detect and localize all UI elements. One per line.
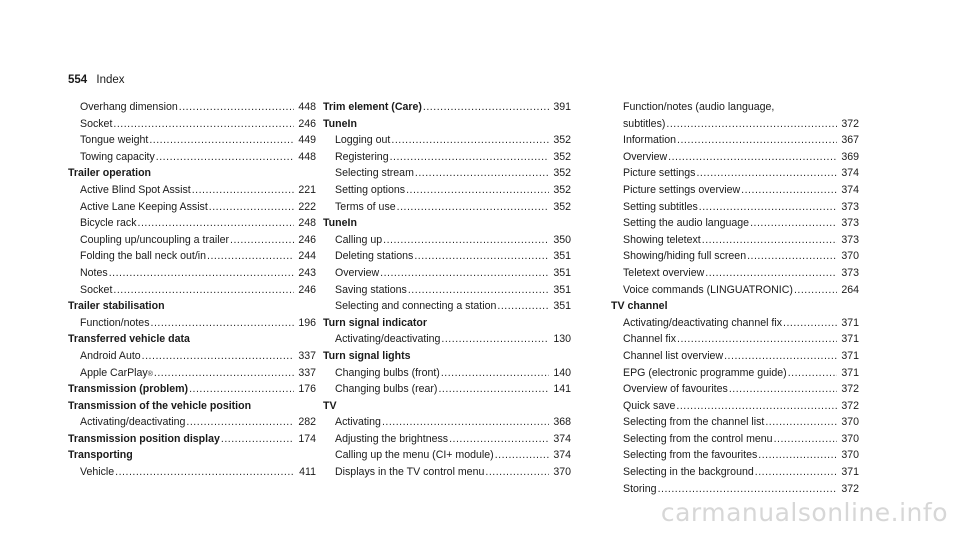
page-reference: 372 [841,399,859,412]
entry-text: Activating/deactivating channel fix [623,316,782,329]
page-reference: 370 [841,250,859,263]
entry-text: Selecting and connecting a station [335,300,497,313]
page-reference: 337 [298,366,316,379]
index-heading [611,298,859,315]
page-reference: 367 [841,134,859,147]
entry-text: Deleting stations [335,250,414,263]
page-reference: 370 [841,449,859,462]
index-column-1 [68,99,316,481]
index-entry [611,348,859,365]
entry-text: Trailer operation [68,167,152,180]
entry-text: Picture settings [623,167,696,180]
leader-dots [221,431,294,448]
entry-text: Storing [623,482,657,495]
page-reference: 370 [841,416,859,429]
entry-text: Trailer stabilisation [68,300,165,313]
index-heading [323,348,571,365]
entry-text: Picture settings overview [623,183,741,196]
entry-text: Adjusting the brightness [335,432,449,445]
page-reference: 351 [553,300,571,313]
index-entry [323,414,571,431]
page-reference: 337 [298,349,316,362]
index-entry [323,447,571,464]
page-reference: 246 [298,233,316,246]
entry-text: Showing/hiding full screen [623,250,747,263]
leader-dots [758,447,837,464]
index-entry [68,265,316,282]
leader-dots [138,215,294,232]
leader-dots [497,298,549,315]
leader-dots [151,315,295,332]
index-entry [611,199,859,216]
index-entry [611,381,859,398]
index-entry [323,298,571,315]
leader-dots [415,165,549,182]
page-reference: 352 [553,150,571,163]
leader-dots [677,132,837,149]
page-reference: 449 [298,134,316,147]
page-reference: 372 [841,117,859,130]
page-reference: 370 [841,432,859,445]
leader-dots [750,215,837,232]
index-entry [323,331,571,348]
entry-text: Trim element (Care) [323,101,422,113]
index-entry [611,132,859,149]
entry-text: Selecting stream [335,167,414,180]
index-entry [68,414,316,431]
index-entry [611,232,859,249]
entry-text: Towing capacity [80,150,155,163]
index-entry [68,282,316,299]
page-section-title: Index [96,74,125,86]
entry-text: Transmission of the vehicle position [68,399,252,412]
index-entry [611,331,859,348]
entry-text: Setting the audio language [623,217,750,230]
entry-text: Quick save [623,399,676,412]
entry-text: Folding the ball neck out/in [80,250,207,263]
index-entry [68,199,316,216]
entry-text: Function/notes (audio language, [623,101,775,113]
index-entry [323,165,571,182]
entry-text: Logging out [335,134,391,147]
entry-text: Overview [623,150,668,163]
leader-dots [666,116,837,133]
page-reference: 351 [553,250,571,263]
leader-dots [115,464,294,481]
entry-text: Transmission (problem) [68,383,189,396]
leader-dots [449,431,549,448]
page-reference: 371 [841,333,859,346]
index-entry: Apple CarPlay ® ..... 337 [68,365,316,382]
page-reference: 176 [298,383,316,396]
page-header [68,74,125,86]
leader-dots [668,149,837,166]
leader-dots [397,199,549,216]
leader-dots [702,232,837,249]
page-reference: 368 [553,416,571,429]
entry-text: Channel fix [623,333,676,346]
page-reference: 352 [553,167,571,180]
index-heading [68,381,316,398]
entry-text: Socket [80,283,113,296]
leader-dots [741,182,837,199]
leader-dots [186,414,294,431]
leader-dots [676,398,837,415]
page-reference: 352 [553,183,571,196]
index-entry [68,149,316,166]
page-reference: 196 [298,316,316,329]
leader-dots [729,381,837,398]
index-column-2 [323,99,571,481]
page-reference: 374 [553,449,571,462]
entry-text: Turn signal indicator [323,316,427,329]
index-entry [611,149,859,166]
page-reference: 448 [298,101,316,113]
index-entry [611,182,859,199]
index-entry [323,182,571,199]
entry-text: Calling up [335,233,383,246]
entry-text: Turn signal lights [323,349,411,362]
index-entry [68,116,316,133]
leader-dots [156,149,294,166]
leader-dots [699,199,837,216]
entry-text: Function/notes [80,316,150,329]
entry-text: Showing teletext [623,233,701,246]
entry-text: EPG (electronic programme guide) [623,366,787,379]
watermark-logo: carmanualsonline.info [660,498,948,527]
entry-text: Channel list overview [623,349,724,362]
entry-text: Selecting from the channel list [623,416,765,429]
entry-text: Information [623,134,676,147]
leader-dots [109,265,294,282]
entry-text: Tongue weight [80,134,149,147]
index-entry [68,232,316,249]
index-entry [611,282,859,299]
page-reference: 391 [553,101,571,113]
index-entry [68,248,316,265]
entry-text: Active Blind Spot Assist [80,183,191,196]
entry-text: Calling up the menu (CI+ module) [335,449,494,462]
page-reference: 282 [298,416,316,429]
entry-text: Android Auto [80,349,141,362]
leader-dots [774,431,837,448]
page-reference: 371 [841,316,859,329]
entry-text: Transporting [68,449,133,462]
page-reference: 130 [553,333,571,346]
leader-dots [438,381,549,398]
index-entry [323,132,571,149]
entry-text: TuneIn [323,117,357,130]
entry-text: Activating [335,416,381,429]
index-entry [68,348,316,365]
page-reference: 352 [553,200,571,213]
index-entry [611,265,859,282]
page-reference: 373 [841,266,859,279]
page-reference: 174 [298,432,316,445]
index-entry [323,464,571,481]
leader-dots [192,182,294,199]
entry-text: Terms of use [335,200,396,213]
leader-dots [724,348,837,365]
page-reference: 350 [553,233,571,246]
index-heading [68,431,316,448]
index-heading [68,298,316,315]
index-heading [323,116,571,133]
page-reference: 448 [298,150,316,163]
page-reference: 370 [553,466,571,479]
index-entry [323,431,571,448]
leader-dots [408,282,549,299]
index-heading [323,215,571,232]
index-heading [323,315,571,332]
page-reference: 374 [841,183,859,196]
index-entry [68,182,316,199]
entry-text: Selecting in the background [623,466,754,479]
leader-dots [696,165,837,182]
page-reference: 352 [553,134,571,147]
page-reference: 373 [841,200,859,213]
index-entry [323,381,571,398]
index-entry [611,481,859,498]
index-entry [323,248,571,265]
index-entry [611,315,859,332]
index-entry [323,282,571,299]
page-number: 554 [68,74,88,86]
entry-text: Displays in the TV control menu [335,466,485,479]
entry-text: Activating/deactivating [335,333,441,346]
index-entry [68,215,316,232]
page-reference: 246 [298,117,316,130]
page-reference: 373 [841,233,859,246]
entry-text: Selecting from the control menu [623,432,773,445]
entry-text: Transferred vehicle data [68,333,190,346]
leader-dots [765,414,837,431]
entry-text: TV channel [611,300,668,313]
index-column-3 [611,99,859,497]
page-reference: 373 [841,217,859,230]
leader-dots [382,414,549,431]
leader-dots [230,232,294,249]
leader-dots [383,232,549,249]
page-reference: 246 [298,283,316,296]
leader-dots [747,248,837,265]
leader-dots [485,464,549,481]
page-reference: 243 [298,266,316,279]
index-entry [68,315,316,332]
leader-dots [441,331,549,348]
leader-dots [705,265,837,282]
entry-text: Overview [335,266,380,279]
entry-text: Teletext overview [623,266,705,279]
leader-dots [149,132,294,149]
index-heading [323,398,571,415]
entry-text: Voice commands (LINGUATRONIC) [623,283,793,296]
page-reference: 222 [298,200,316,213]
index-heading [323,99,571,116]
index-entry [68,99,316,116]
index-entry [611,414,859,431]
entry-text: Overhang dimension [80,101,178,113]
leader-dots [406,182,549,199]
page-reference: 351 [553,283,571,296]
entry-text: Coupling up/uncoupling a trailer [80,233,230,246]
page-reference: 244 [298,250,316,263]
index-entry [611,431,859,448]
entry-text: Changing bulbs (front) [335,366,440,379]
index-heading [68,331,316,348]
entry-text: Active Lane Keeping Assist [80,200,208,213]
leader-dots [189,381,294,398]
entry-text: subtitles) [623,117,666,130]
page-reference: 371 [841,466,859,479]
page-reference: 371 [841,366,859,379]
entry-text: Apple CarPlay [80,366,148,379]
page-reference: 140 [553,366,571,379]
leader-dots [495,447,549,464]
leader-dots [658,481,837,498]
index-heading [68,398,316,415]
page-reference: 374 [553,432,571,445]
leader-dots [677,331,837,348]
entry-text: Changing bulbs (rear) [335,383,438,396]
entry-text: TV [323,399,337,412]
entry-text: Registering [335,150,389,163]
page-reference: 374 [841,167,859,180]
page-reference: 372 [841,482,859,495]
page-reference: 369 [841,150,859,163]
entry-text: Setting options [335,183,406,196]
page-reference: 372 [841,383,859,396]
leader-dots [209,199,294,216]
index-entry [611,99,859,116]
index-entry [323,149,571,166]
leader-dots [414,248,549,265]
index-entry [323,265,571,282]
page-reference: 221 [298,183,316,196]
leader-dots [391,132,549,149]
entry-text: Overview of favourites [623,383,728,396]
entry-text: TuneIn [323,217,357,230]
index-heading [68,447,316,464]
entry-text: Selecting from the favourites [623,449,758,462]
index-heading [68,165,316,182]
leader-dots [113,282,294,299]
page-reference: 351 [553,266,571,279]
page-reference: 411 [299,466,316,479]
page-reference: 264 [841,283,859,296]
page-reference: 371 [841,349,859,362]
index-entry [611,248,859,265]
page-reference: 141 [553,383,571,396]
page-reference: 248 [298,217,316,230]
leader-dots [154,365,294,382]
entry-text: Bicycle rack [80,217,137,230]
leader-dots [113,116,294,133]
leader-dots [794,282,837,299]
leader-dots [380,265,549,282]
entry-text: Setting subtitles [623,200,698,213]
index-entry [611,464,859,481]
entry-text: Transmission position display [68,432,220,445]
leader-dots [788,365,837,382]
entry-text: Activating/deactivating [80,416,186,429]
entry-text: Socket [80,117,113,130]
entry-text: Vehicle [80,466,115,479]
index-entry [611,215,859,232]
leader-dots [441,365,549,382]
index-entry [611,116,859,133]
leader-dots [142,348,294,365]
index-entry [68,132,316,149]
leader-dots [755,464,837,481]
leader-dots [783,315,837,332]
leader-dots [207,248,294,265]
leader-dots [423,99,549,116]
index-entry [323,199,571,216]
index-entry [611,447,859,464]
entry-text: Notes [80,266,108,279]
index-entry [611,165,859,182]
leader-dots [179,99,294,116]
index-entry [323,365,571,382]
index-entry [611,365,859,382]
index-entry [323,232,571,249]
leader-dots [390,149,549,166]
index-entry [611,398,859,415]
index-entry [68,464,316,481]
entry-text: Saving stations [335,283,407,296]
